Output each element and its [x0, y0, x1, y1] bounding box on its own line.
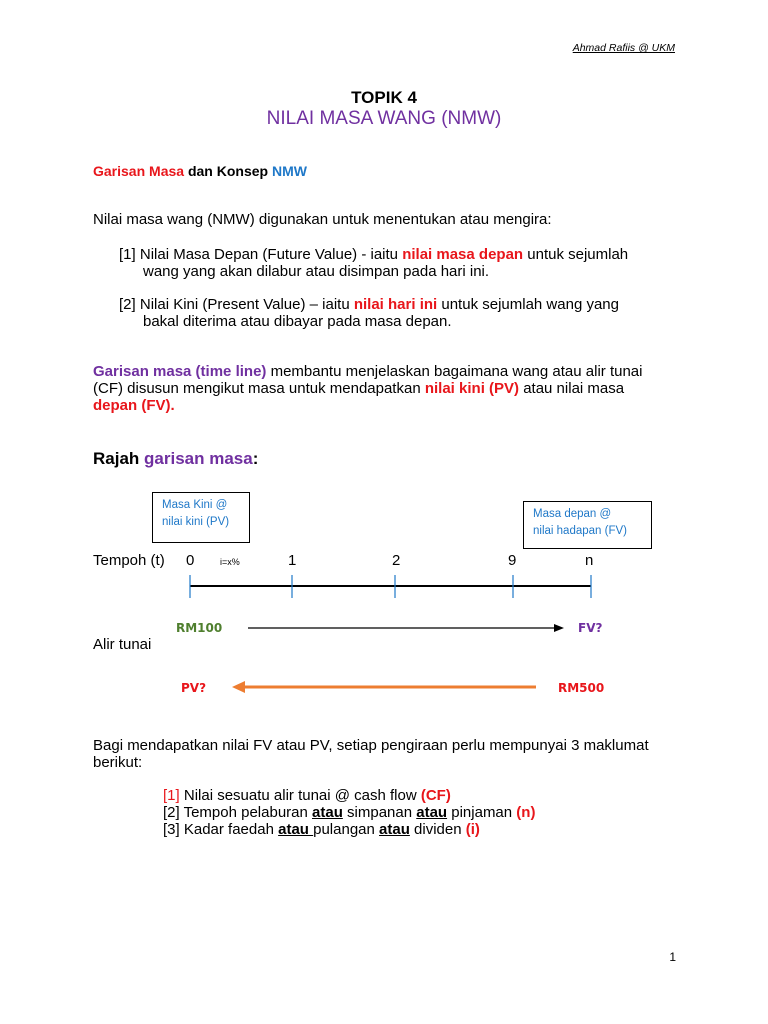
- req-atau: atau: [416, 804, 448, 821]
- requirements-intro-1: Bagi mendapatkan nilai FV atau PV, setiap pengiraan perlu mempunyai 3 maklumat: [93, 737, 649, 754]
- term-time-line: Garisan masa (time line): [93, 363, 267, 380]
- interest-rate: i=x%: [220, 557, 240, 567]
- box-line: nilai kini (PV): [162, 516, 230, 528]
- cash-flow-label: Alir tunai: [93, 636, 152, 653]
- page-number: 1: [669, 950, 676, 964]
- list-item-pv-line2: bakal diterima atau dibayar pada masa depan.: [143, 313, 452, 330]
- item-text: Nilai Kini (Present Value) – iaitu: [139, 296, 354, 313]
- cash-rm100: RM100: [176, 621, 223, 635]
- requirement-cf: [163, 787, 451, 804]
- cash-fv: FV?: [578, 621, 603, 635]
- req-text: simpanan: [342, 804, 417, 821]
- item-number: [1]: [119, 246, 136, 263]
- arrow-future-head: [554, 624, 564, 632]
- period-n: n: [585, 552, 594, 569]
- req-text: Kadar faedah: [179, 821, 279, 838]
- term-pv: nilai kini (PV): [424, 380, 520, 397]
- period-label: Tempoh (t): [93, 552, 165, 569]
- req-symbol: (n): [516, 804, 536, 821]
- item-text-end: untuk sejumlah wang yang: [437, 296, 619, 313]
- req-text: pulangan: [313, 821, 380, 838]
- period-1: 1: [288, 552, 297, 569]
- author-credit: Ahmad Rafiis @ UKM: [572, 42, 675, 54]
- box-line: Masa Kini @: [162, 499, 228, 511]
- req-atau: atau: [312, 804, 343, 821]
- item-highlight: nilai hari ini: [353, 296, 438, 313]
- page-title: NILAI MASA WANG (NMW): [266, 108, 502, 129]
- intro-text: Nilai masa wang (NMW) digunakan untuk menentukan atau mengira:: [93, 211, 552, 228]
- topic-number: TOPIK 4: [351, 88, 417, 107]
- req-symbol: (i): [465, 821, 480, 838]
- req-number: [3]: [163, 821, 180, 838]
- req-text: Tempoh pelaburan: [179, 804, 313, 821]
- req-text: Nilai sesuatu alir tunai @ cash flow: [179, 787, 421, 804]
- req-atau: atau: [278, 821, 314, 838]
- req-text: dividen: [409, 821, 466, 838]
- heading-part-nmw: NMW: [271, 163, 307, 179]
- diagram-heading-b: garisan masa: [144, 449, 253, 468]
- para-text: (CF) disusun mengikut masa untuk mendapatkan: [93, 380, 425, 397]
- heading-part-dan: dan Konsep: [184, 163, 272, 179]
- item-highlight: nilai masa depan: [402, 246, 524, 263]
- item-text: Nilai Masa Depan (Future Value) - iaitu: [139, 246, 403, 263]
- req-atau: atau: [379, 821, 410, 838]
- heading-part-garisan: Garisan Masa: [93, 163, 185, 179]
- term-fv: depan (FV).: [93, 397, 175, 414]
- para-text: membantu menjelaskan bagaimana wang atau alir tunai: [266, 363, 643, 380]
- arrow-present-head: [232, 681, 245, 693]
- para-text: atau nilai masa: [519, 380, 625, 397]
- period-2: 2: [392, 552, 401, 569]
- req-number: [1]: [163, 787, 180, 804]
- req-symbol: (CF): [420, 787, 451, 804]
- diagram-heading-c: :: [252, 449, 259, 468]
- period-9: 9: [508, 552, 517, 569]
- box-line: Masa depan @: [533, 508, 612, 520]
- period-0: 0: [186, 552, 195, 569]
- requirements-intro-2: berikut:: [93, 754, 143, 771]
- box-line: nilai hadapan (FV): [533, 525, 627, 537]
- diagram-heading-a: Rajah: [93, 449, 145, 468]
- requirement-i: [163, 821, 480, 838]
- item-number: [2]: [119, 296, 136, 313]
- req-text: pinjaman: [447, 804, 517, 821]
- req-number: [2]: [163, 804, 180, 821]
- cash-pv: PV?: [181, 681, 207, 695]
- item-text-end: untuk sejumlah: [523, 246, 629, 263]
- list-item-fv-line2: wang yang akan dilabur atau disimpan pada hari ini.: [143, 263, 490, 280]
- cash-rm500: RM500: [558, 681, 605, 695]
- requirement-n: [163, 804, 535, 821]
